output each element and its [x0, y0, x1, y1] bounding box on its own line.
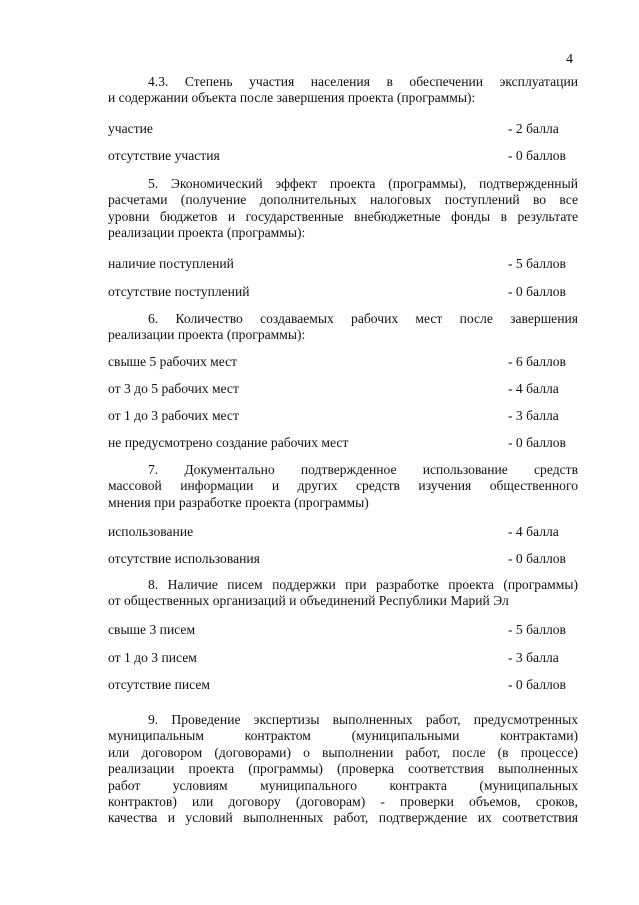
section-7-text: [108, 462, 578, 511]
text-line: от общественных организаций и объединений Республики Марий Эл: [108, 593, 509, 609]
criterion-label: наличие поступлений: [108, 256, 234, 271]
list-item: [108, 435, 578, 451]
criterion-label: отсутствие писем: [108, 677, 210, 692]
text-line: контрактов) или договору (договорам) - проверки объемов, сроков,: [108, 794, 578, 810]
list-item: [108, 524, 578, 540]
text-line: качества и условий выполненных работ, подтверждение их соответствия: [108, 810, 578, 826]
list-item: [108, 622, 578, 638]
text-line: 4.3. Степень участия населения в обеспечении эксплуатации: [148, 74, 578, 89]
criterion-label: от 3 до 5 рабочих мест: [108, 381, 239, 396]
criterion-points: - 0 баллов: [508, 284, 566, 299]
section-4-3-text: [108, 74, 578, 107]
criterion-label: отсутствие поступлений: [108, 284, 250, 299]
criterion-label: отсутствие использования: [108, 551, 260, 566]
section-8-text: [108, 577, 578, 610]
text-line: 5. Экономический эффект проекта (программы), подтвержденный: [148, 176, 578, 191]
criterion-points: - 5 баллов: [508, 622, 566, 637]
criterion-label: не предусмотрено создание рабочих мест: [108, 435, 349, 450]
text-line: 8. Наличие писем поддержки при разработке проекта (программы): [148, 577, 578, 592]
list-item: [108, 381, 578, 397]
list-item: [108, 148, 578, 164]
page-number: 4: [566, 52, 573, 67]
criterion-points: - 5 баллов: [508, 256, 566, 271]
criterion-label: свыше 5 рабочих мест: [108, 354, 238, 369]
text-line: расчетами (получение дополнительных налоговых поступлений во все: [108, 192, 578, 208]
criterion-points: - 3 балла: [508, 650, 559, 665]
text-line: муниципальным контрактом (муниципальными контрактами): [108, 728, 578, 744]
criterion-label: использование: [108, 524, 194, 539]
text-line: 7. Документально подтвержденное использование средств: [148, 462, 578, 477]
criterion-points: - 0 баллов: [508, 435, 566, 450]
list-item: [108, 121, 578, 137]
criterion-points: - 0 баллов: [508, 551, 566, 566]
list-item: [108, 256, 578, 272]
list-item: [108, 677, 578, 693]
text-line: 9. Проведение экспертизы выполненных работ, предусмотренных: [148, 712, 578, 727]
text-line: 6. Количество создаваемых рабочих мест после завершения: [148, 311, 578, 326]
section-5-text: [108, 176, 578, 242]
list-item: [108, 408, 578, 424]
text-line: мнения при разработке проекта (программы): [108, 494, 369, 510]
criterion-label: от 1 до 3 писем: [108, 650, 197, 665]
criterion-points: - 0 баллов: [508, 148, 566, 163]
criterion-label: отсутствие участия: [108, 148, 220, 163]
criterion-points: - 4 балла: [508, 381, 559, 396]
criterion-points: - 4 балла: [508, 524, 559, 539]
text-line: и содержании объекта после завершения проекта (программы):: [108, 90, 476, 106]
section-9-text: [108, 712, 578, 827]
text-line: реализации проекта (программы):: [108, 225, 306, 241]
criterion-points: - 6 баллов: [508, 354, 566, 369]
list-item: [108, 551, 578, 567]
criterion-label: свыше 3 писем: [108, 622, 196, 637]
text-line: реализации проекта (программы) (проверка соответствия выполненных: [108, 761, 578, 777]
list-item: [108, 284, 578, 300]
list-item: [108, 354, 578, 370]
text-line: работ условиям муниципального контракта (муниципальных: [108, 777, 578, 793]
criterion-label: от 1 до 3 рабочих мест: [108, 408, 239, 423]
text-line: массовой информации и других средств изучения общественного: [108, 478, 578, 494]
text-line: реализации проекта (программы):: [108, 327, 306, 343]
text-line: или договором (договорами) о выполнении работ, после (в процессе): [108, 744, 578, 760]
section-6-text: [108, 311, 578, 344]
criterion-points: - 0 баллов: [508, 677, 566, 692]
criterion-points: - 2 балла: [508, 121, 559, 136]
criterion-points: - 3 балла: [508, 408, 559, 423]
list-item: [108, 650, 578, 666]
criterion-label: участие: [108, 121, 153, 136]
text-line: уровни бюджетов и государственные внебюджетные фонды в результате: [108, 208, 578, 224]
